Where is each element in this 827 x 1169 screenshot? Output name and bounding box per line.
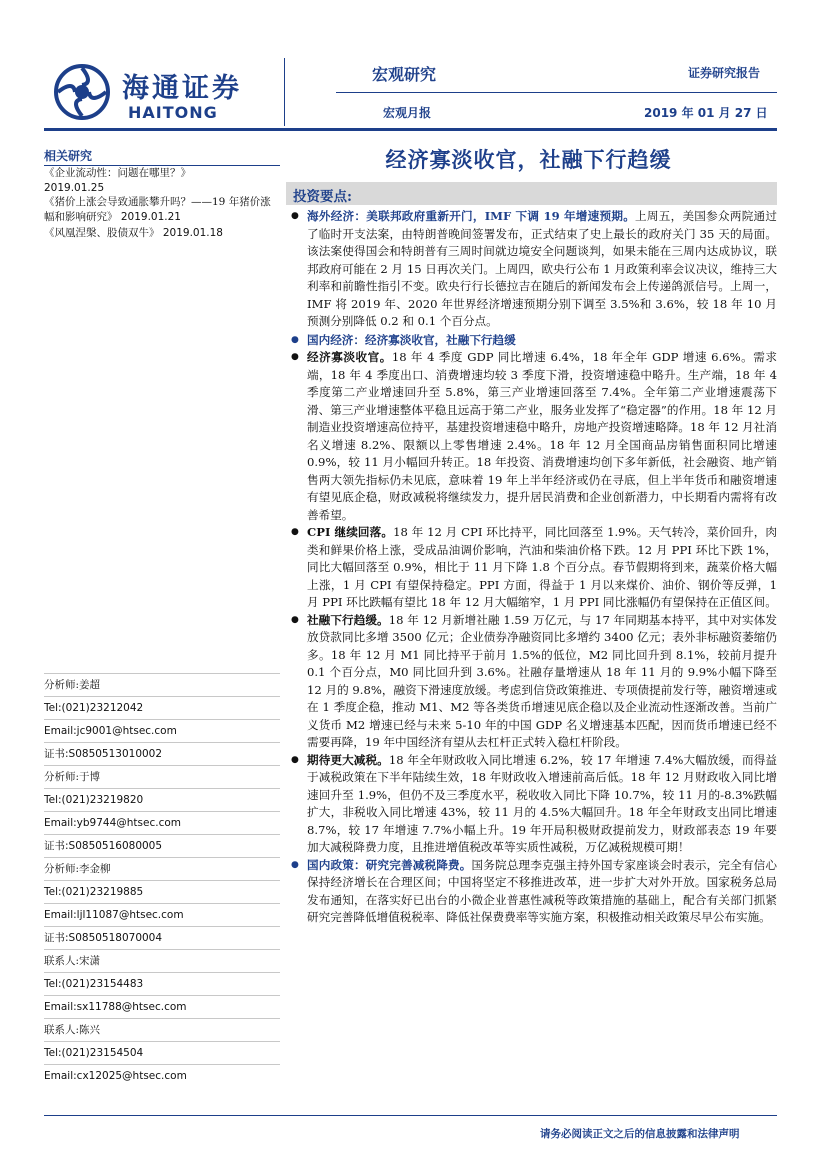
divider xyxy=(44,1064,280,1065)
bullet-heading: CPI 继续回落。 xyxy=(307,525,394,539)
investment-highlights-title: 投资要点: xyxy=(293,189,352,205)
bullet-text: 18 年 12 月 CPI 环比持平，同比回落至 1.9%。天气转冷，菜价回升，肉类和鲜果价格上涨，受成品油调价影响，汽油和柴油价格下跌。12 月 PPI 环比下跌 1%，同比大幅回落至 0.9%，相比于 11 月下降 1.8 个百分点。春节假期将到来，蔬菜价格大幅上涨，1 月 CPI 有望保持稳定。PPI 方面，得益于 1 月以来煤价、油价、钢价等反弹，1 月 PPI 环比跌幅有望比 18 年 12 月大幅缩窄，1 月 PPI 同比涨幅仍有望保持在正值区间。 xyxy=(307,525,778,609)
report-type: 证券研究报告 xyxy=(688,66,761,80)
divider xyxy=(44,857,280,858)
bullet-text: 上周五，美国参众两院通过了临时开支法案，由特朗普晚间签署发布，正式结束了史上最长的政府关门 35 天的局面。该法案使得国会和特朗普有三周时间就边境安全问题谈判，如果未能在三周内达成协议，联邦政府可能在 2 月 15 日再次关门。上周四，欧央行公布 1 月政策利率会议决议，维持三大利率和前瞻性指引不变。欧央行行长德拉吉在随后的新闻发布会上传递鸽派信号。上周一，IMF 将 2019 年、2020 年世界经济增速预期分别下调至 3.5%和 3.6%，较 18 年 10 月预测分别降低 0.2 和 0.1 个百分点。 xyxy=(307,209,777,328)
related-item-date: 2019.01.18 xyxy=(162,227,223,239)
divider xyxy=(44,903,280,904)
footer-rule xyxy=(44,1115,777,1116)
analyst-block xyxy=(44,857,280,946)
analyst-name: 分析师:李金柳 xyxy=(44,863,111,875)
contact-tel: Tel:(021)23154504 xyxy=(44,1047,144,1059)
divider xyxy=(44,673,280,674)
analyst-name: 分析师:于博 xyxy=(44,771,101,783)
header-rule xyxy=(336,92,777,93)
analyst-cert: 证书:S0850513010002 xyxy=(44,748,163,760)
contact-name: 联系人:陈兴 xyxy=(44,1024,101,1036)
divider xyxy=(44,1041,280,1042)
bullet-text: 18 年全年财政收入同比增速 6.2%，较 17 年增速 7.4%大幅放缓，而得益于减税政策在下半年陆续生效，18 年财政收入增速前高后低。18 年 12 月财政收入同比增速回升至 1.9%，但仍不及三季度水平，税收收入同比下降 10.7%，较 11 月的-8.3%跌幅扩大，非税收入同比增速 43%，较 11 月的 4.5%大幅回升。18 年全年财政支出同比增速 8.7%，较 17 年增速 7.7%小幅上升。19 年开局积极财政提前发力，财政部表态 19 年要加大减税降费力度，且推进增值税改革等实质性减税，万亿减税规模可期！ xyxy=(307,752,777,854)
investment-highlights-bar xyxy=(286,182,777,205)
divider xyxy=(44,696,280,697)
analyst-tel: Tel:(021)23219820 xyxy=(44,794,144,806)
divider xyxy=(44,834,280,835)
header-divider xyxy=(284,58,285,126)
analyst-tel: Tel:(021)23219885 xyxy=(44,886,144,898)
bullet-domestic xyxy=(291,332,777,350)
bullet-heading: 社融下行趋缓。 xyxy=(307,612,389,627)
divider xyxy=(44,995,280,996)
related-item[interactable] xyxy=(44,195,280,225)
analyst-tel: Tel:(021)23212042 xyxy=(44,702,144,714)
report-subcategory: 宏观月报 xyxy=(383,106,432,120)
bullet-text: 18 年 12 月新增社融 1.59 万亿元，与 17 年同期基本持平，其中对实体发放贷款同比多增 3500 亿元；企业债券净融资同比多增约 3400 亿元；表外非标融资萎缩仍多。18 年 12 月 M1 同比持平于前月 1.5%的低位，M2 同比回升到 8.1%，较前月提升 0.1 个百分点，M0 同比回升到 3.6%。社融存量增速从 18 年 11 月的 9.9%小幅下降至 12 月的 9.8%，融资下滑速度放缓。考虑到信贷政策推进、专项债提前发行等，融资增速或在 1 季度企稳，推动 M1、M2 等各类货币增速见底企稳以及企业流动性逐渐改善。当前广义货币 M2 增速已经与未来 5-10 年的中国 GDP 名义增速基本匹配，因而货币增速已经不需要再降，19 年中国经济有望从去杠杆正式转入稳杠杆阶段。 xyxy=(307,612,777,749)
bullet-heading: 海外经济：美联邦政府重新开门，IMF 下调 19 年增速预期。 xyxy=(307,209,636,223)
haitong-logo-icon xyxy=(50,64,114,120)
footer-disclaimer: 请务必阅读正文之后的信息披露和法律声明 xyxy=(540,1128,740,1140)
bullet-icon: ● xyxy=(291,859,299,870)
bullet-text: 18 年 4 季度 GDP 同比增速 6.4%，18 年全年 GDP 增速 6.6%。需求端，18 年 4 季度出口、消费增速均较 3 季度下滑，投资增速稳中略升。生产端，18 年 4 季度第二产业增速回升至 5.8%，第三产业增速回落至 7.4%。全年第二产业增速震荡下滑、第三产业增速整体平稳且远高于第二产业，服务业发挥了“稳定器”的作用。18 年 12 月制造业投资增速高位持平，基建投资增速稳中略升，房地产投资增速略降。18 年 12 月社消名义增速 8.2%、限额以上零售增速 2.4%。18 年 12 月全国商品房销售面积同比增速 0.9%，较 11 月小幅回升转正。18 年投资、消费增速均创下多年新低，社会融资、地产销售两大领先指标仍未见底，意味着 19 年上半年经济或仍在寻底，但上半年货币和融资增速有望见底企稳，财政减税将继续发力，提升居民消费和企业创新潜力，中长期看内需将有改善希望。 xyxy=(307,350,777,522)
related-item-title: 《猪价上涨会导致通胀攀升吗？——19 年猪价涨幅和影响研究》 xyxy=(44,196,271,223)
analyst-email[interactable]: Email:yb9744@htsec.com xyxy=(44,817,182,829)
divider xyxy=(44,972,280,973)
bullet-icon: ● xyxy=(291,527,299,537)
report-title: 经济寡淡收官，社融下行趋缓 xyxy=(385,147,672,172)
analyst-cert: 证书:S0850516080005 xyxy=(44,840,163,852)
bullet-heading: 期待更大减税。 xyxy=(307,752,389,767)
analyst-block xyxy=(44,765,280,854)
related-item-title: 《风凰涅槃、股债双牛》 xyxy=(44,227,160,239)
contact-email[interactable]: Email:sx11788@htsec.com xyxy=(44,1001,187,1013)
contact-block xyxy=(44,1018,280,1084)
analyst-list xyxy=(44,670,280,1084)
bullet-heading: 国内政策：研究完善减税降费。 xyxy=(307,857,472,872)
bullet-social-financing xyxy=(291,612,777,752)
bullet-icon: ● xyxy=(291,334,299,345)
related-item-title: 《企业流动性：问题在哪里？》 xyxy=(44,167,191,179)
logo-english-name: HAITONG xyxy=(128,103,218,122)
divider xyxy=(44,719,280,720)
divider xyxy=(44,926,280,927)
bullet-icon: ● xyxy=(291,352,299,362)
bullet-icon: ● xyxy=(291,614,299,625)
bullet-heading: 国内经济：经济寡淡收官，社融下行趋缓 xyxy=(307,332,516,347)
header-bottom-rule xyxy=(44,128,777,131)
related-item-date: 2019.01.25 xyxy=(44,182,105,194)
contact-email[interactable]: Email:cx12025@htsec.com xyxy=(44,1070,187,1082)
analyst-cert: 证书:S0850518070004 xyxy=(44,932,163,944)
divider xyxy=(44,765,280,766)
divider xyxy=(44,880,280,881)
analyst-email[interactable]: Email:ljl11087@htsec.com xyxy=(44,909,184,921)
contact-block xyxy=(44,949,280,1015)
related-research-title: 相关研究 xyxy=(44,149,93,163)
analyst-email[interactable]: Email:jc9001@htsec.com xyxy=(44,725,177,737)
logo-chinese-name: 海通证券 xyxy=(122,73,242,104)
divider xyxy=(44,811,280,812)
bullet-icon: ● xyxy=(291,211,299,221)
bullet-economy xyxy=(291,349,777,524)
contact-name: 联系人:宋潇 xyxy=(44,955,101,967)
bullet-text: 国务院总理李克强主持外国专家座谈会时表示，完全有信心保持经济增长在合理区间；中国将坚定不移推进改革，进一步扩大对外开放。国家税务总局发布通知，在落实好已出台的小微企业普惠性减税等政策措施的基础上，配合有关部门抓紧研究完善降低增值税税率、降低社保费费率等实施方案，积极推动相关政策尽早公布实施。 xyxy=(307,857,777,924)
divider xyxy=(44,788,280,789)
related-item[interactable] xyxy=(44,166,280,196)
analyst-name: 分析师:姜超 xyxy=(44,679,101,691)
related-item[interactable] xyxy=(44,226,280,241)
bullet-tax-cut xyxy=(291,752,777,857)
bullet-overseas xyxy=(291,208,777,331)
report-body xyxy=(291,208,777,927)
analyst-block xyxy=(44,673,280,762)
bullet-policy xyxy=(291,857,777,927)
contact-tel: Tel:(021)23154483 xyxy=(44,978,144,990)
related-item-date: 2019.01.21 xyxy=(120,211,181,223)
bullet-icon: ● xyxy=(291,754,299,765)
bullet-cpi xyxy=(291,524,777,612)
divider xyxy=(44,742,280,743)
report-date: 2019 年 01 月 27 日 xyxy=(644,106,768,120)
bullet-heading: 经济寡淡收官。 xyxy=(307,350,392,364)
divider xyxy=(44,1018,280,1019)
report-category: 宏观研究 xyxy=(372,65,437,84)
divider xyxy=(44,949,280,950)
